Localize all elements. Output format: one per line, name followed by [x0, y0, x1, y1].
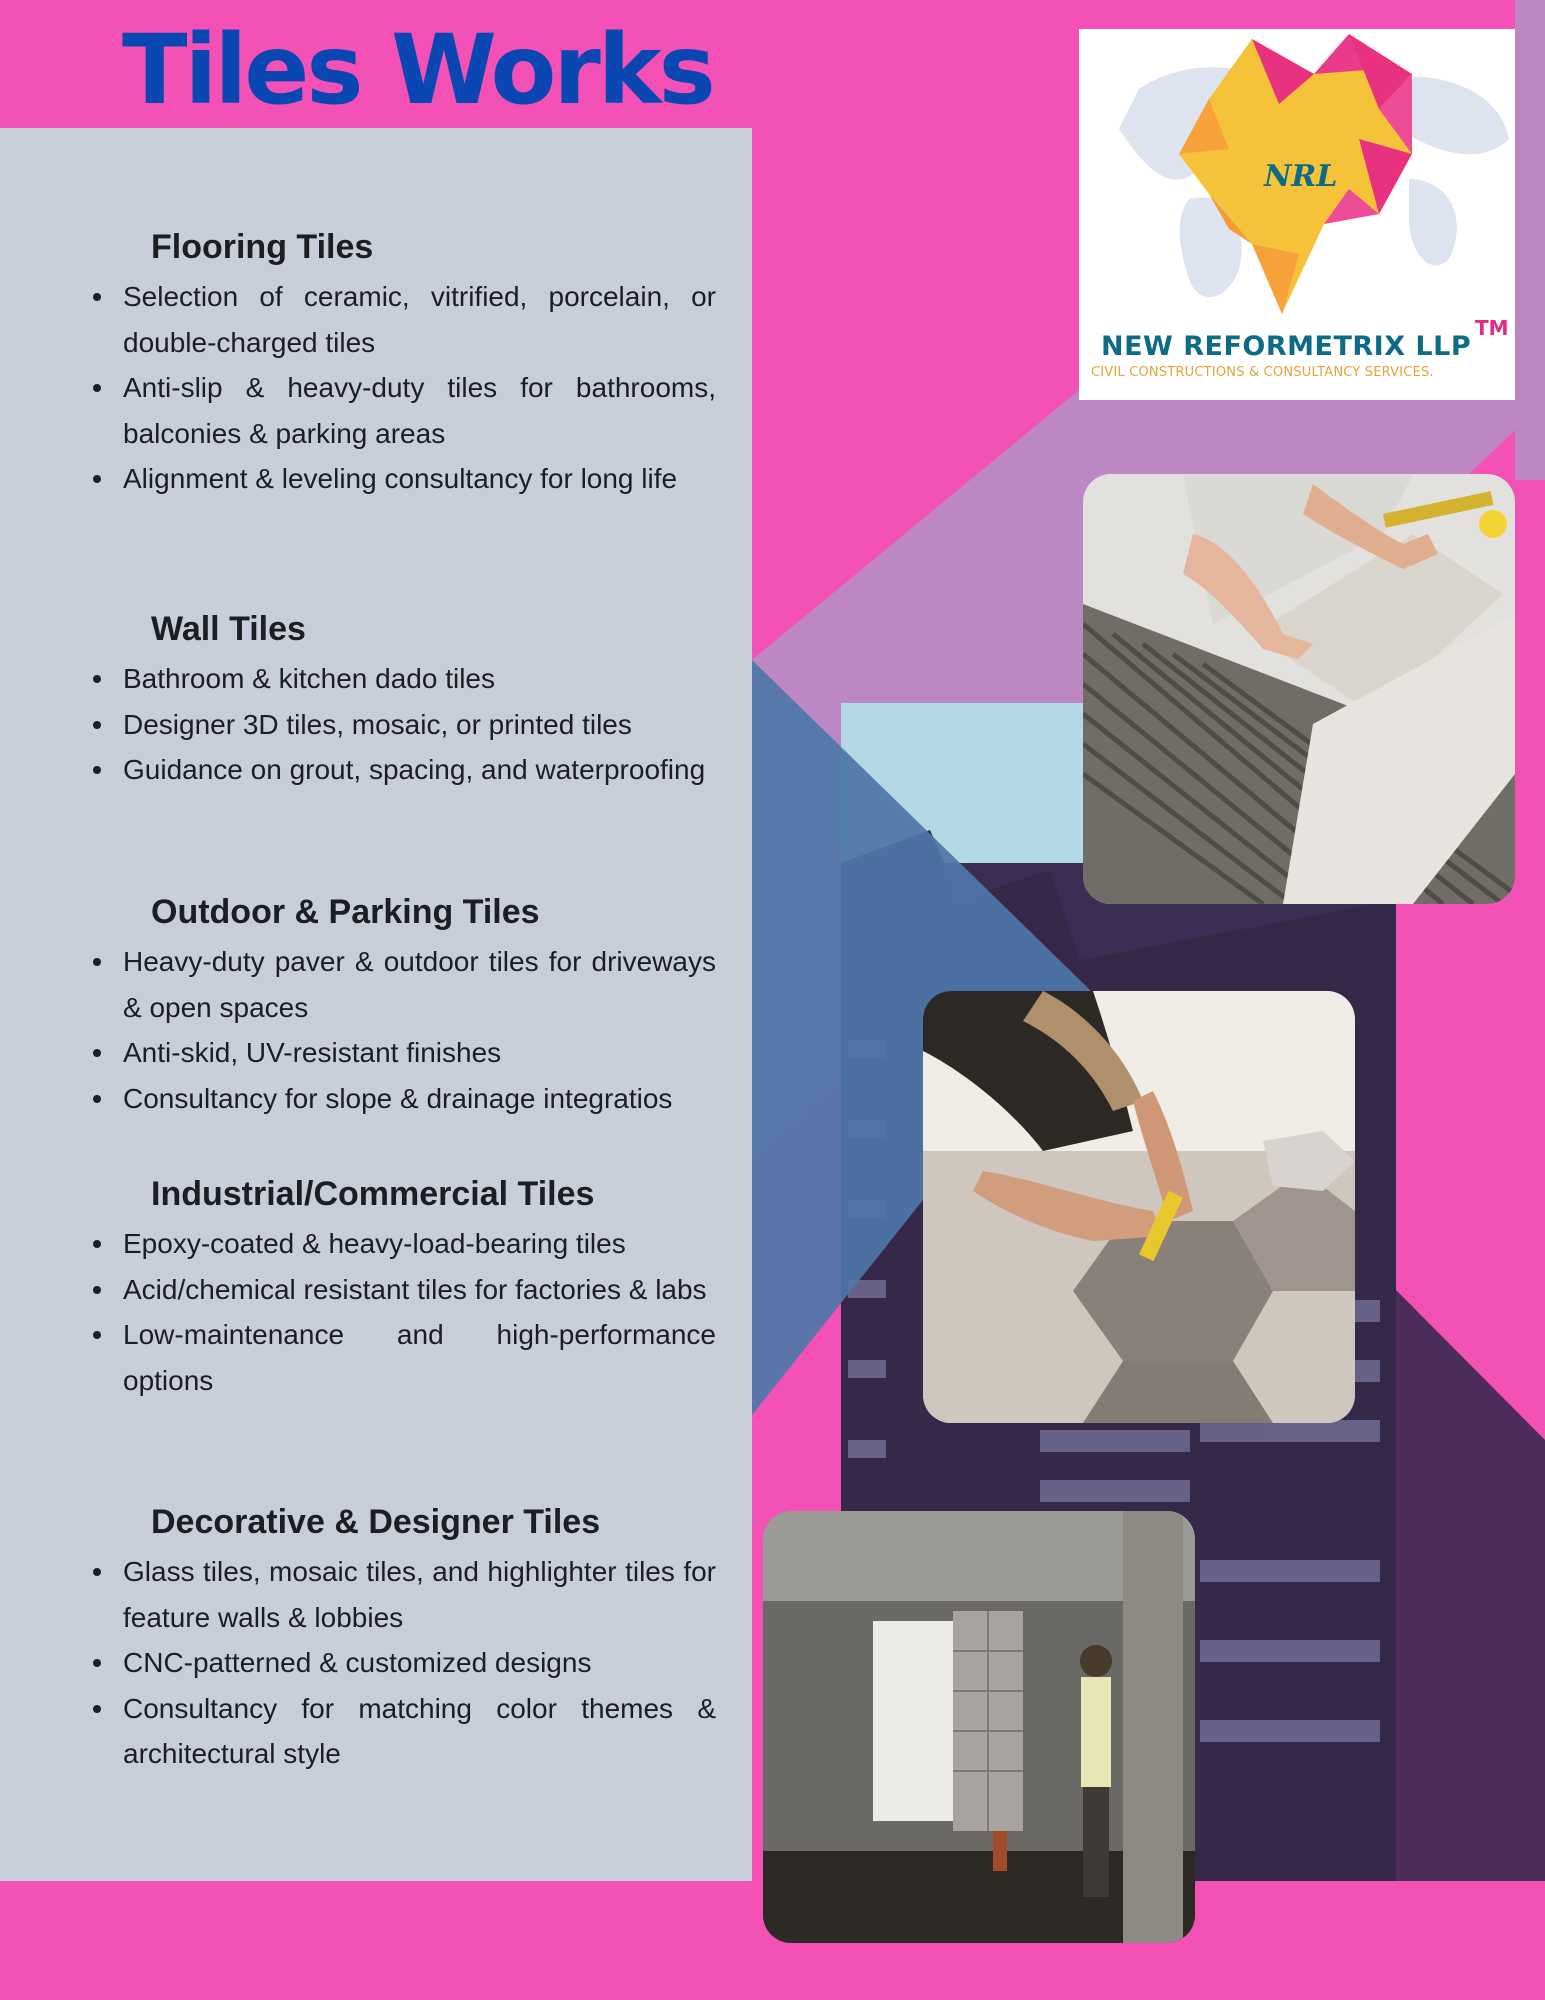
- lavender-right-strip: [1515, 0, 1545, 480]
- bullet-list: [0, 274, 752, 502]
- floor-tiling-illustration: [1083, 474, 1515, 904]
- section-wall-tiles: [0, 604, 752, 793]
- company-name: NEW REFORMETRIX LLP: [1101, 331, 1472, 362]
- section-outdoor-parking-tiles: [0, 887, 752, 1121]
- list-item: Alignment & leveling consultancy for long life: [123, 456, 716, 502]
- section-flooring-tiles: [0, 222, 752, 502]
- list-item: Acid/chemical resistant tiles for factories & labs: [123, 1267, 716, 1313]
- section-heading: Flooring Tiles: [151, 228, 374, 266]
- hexagon-cutting-illustration: [923, 991, 1355, 1423]
- bullet-list: [0, 1221, 752, 1403]
- section-heading: Outdoor & Parking Tiles: [151, 893, 540, 931]
- page-title: Tiles Works: [122, 14, 713, 126]
- bullet-list: [0, 656, 752, 793]
- list-item: Low-maintenance and high-performance options: [123, 1312, 716, 1403]
- section-heading: Wall Tiles: [151, 610, 306, 648]
- list-item: Designer 3D tiles, mosaic, or printed tiles: [123, 702, 716, 748]
- section-heading: Decorative & Designer Tiles: [151, 1503, 601, 1541]
- list-item: Guidance on grout, spacing, and waterproofing: [123, 747, 716, 793]
- photo-hexagon-tile-cutting: [923, 991, 1355, 1423]
- list-item: Anti-slip & heavy-duty tiles for bathrooms, balconies & parking areas: [123, 365, 716, 456]
- trademark-symbol: TM: [1475, 316, 1509, 340]
- list-item: Selection of ceramic, vitrified, porcelain, or double-charged tiles: [123, 274, 716, 365]
- list-item: Consultancy for matching color themes & architectural style: [123, 1686, 716, 1777]
- list-item: Glass tiles, mosaic tiles, and highlighter tiles for feature walls & lobbies: [123, 1549, 716, 1640]
- list-item: CNC-patterned & customized designs: [123, 1640, 716, 1686]
- list-item: Heavy-duty paver & outdoor tiles for driveways & open spaces: [123, 939, 716, 1030]
- section-heading: Industrial/Commercial Tiles: [151, 1175, 595, 1213]
- logo-monogram: NRL: [1264, 159, 1338, 194]
- bullet-list: [0, 1549, 752, 1777]
- list-item: Anti-skid, UV-resistant finishes: [123, 1030, 716, 1076]
- list-item: Bathroom & kitchen dado tiles: [123, 656, 716, 702]
- photo-bathroom-wall-tiling: [763, 1511, 1195, 1943]
- company-tagline: CIVIL CONSTRUCTIONS & CONSULTANCY SERVICES.: [1091, 365, 1434, 380]
- company-logo: [1079, 29, 1515, 400]
- bullet-list: [0, 939, 752, 1121]
- photo-floor-tiling: [1083, 474, 1515, 904]
- list-item: Consultancy for slope & drainage integratios: [123, 1076, 716, 1122]
- section-industrial-commercial-tiles: [0, 1169, 752, 1403]
- plum-right-shape: [1396, 1290, 1545, 1883]
- bathroom-tiling-illustration: [763, 1511, 1195, 1943]
- section-decorative-designer-tiles: [0, 1497, 752, 1777]
- list-item: Epoxy-coated & heavy-load-bearing tiles: [123, 1221, 716, 1267]
